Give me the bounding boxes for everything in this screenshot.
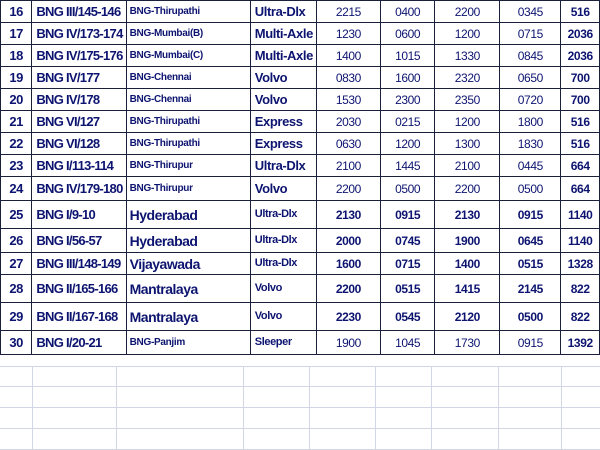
bus-type-cell[interactable]: Volvo: [250, 177, 316, 201]
bus-type-cell[interactable]: Multi-Axle: [250, 23, 316, 45]
destination-cell[interactable]: Mantralaya: [126, 275, 250, 303]
time-cell[interactable]: 1900: [316, 331, 380, 355]
route-code-cell[interactable]: BNG IV/179-180: [32, 177, 126, 201]
time-cell[interactable]: 2000: [316, 229, 380, 253]
row-number-cell[interactable]: 25: [1, 201, 32, 229]
row-number-cell[interactable]: 24: [1, 177, 32, 201]
time-cell[interactable]: 0720: [500, 89, 561, 111]
row-number-cell[interactable]: 27: [1, 253, 32, 275]
destination-cell[interactable]: BNG-Thirupathi: [126, 133, 250, 155]
gridline: [0, 428, 600, 429]
time-cell[interactable]: 2230: [316, 303, 380, 331]
fare-cell[interactable]: 700: [561, 89, 600, 111]
destination-cell[interactable]: Vijayawada: [126, 253, 250, 275]
route-code-cell[interactable]: BNG II/165-166: [32, 275, 126, 303]
row-number-cell[interactable]: 18: [1, 45, 32, 67]
route-code-cell[interactable]: BNG IV/178: [32, 89, 126, 111]
fare-cell[interactable]: 664: [561, 177, 600, 201]
destination-cell[interactable]: BNG-Mumbai(B): [126, 23, 250, 45]
fare-cell[interactable]: 822: [561, 275, 600, 303]
time-cell[interactable]: 1200: [380, 133, 435, 155]
time-cell[interactable]: 0515: [380, 275, 435, 303]
time-cell[interactable]: 1200: [435, 111, 500, 133]
bus-type-cell[interactable]: Express: [250, 111, 316, 133]
fare-cell[interactable]: 516: [561, 111, 600, 133]
time-cell[interactable]: 0445: [500, 155, 561, 177]
table-row: [1, 303, 600, 331]
fare-cell[interactable]: 1392: [561, 331, 600, 355]
time-cell[interactable]: 0400: [380, 1, 435, 23]
route-code-cell[interactable]: BNG IV/177: [32, 67, 126, 89]
time-cell[interactable]: 0845: [500, 45, 561, 67]
route-code-cell[interactable]: BNG VI/127: [32, 111, 126, 133]
time-cell[interactable]: 1400: [435, 253, 500, 275]
fare-cell[interactable]: 2036: [561, 45, 600, 67]
bus-type-cell[interactable]: Volvo: [250, 303, 316, 331]
table-row: [1, 253, 600, 275]
bus-type-cell[interactable]: Ultra-Dlx: [250, 253, 316, 275]
table-row: [1, 111, 600, 133]
time-cell[interactable]: 2350: [435, 89, 500, 111]
table-row: [1, 23, 600, 45]
time-cell[interactable]: 0500: [500, 177, 561, 201]
time-cell[interactable]: 2200: [435, 177, 500, 201]
time-cell[interactable]: 1600: [380, 67, 435, 89]
row-number-cell[interactable]: 20: [1, 89, 32, 111]
bus-type-cell[interactable]: Volvo: [250, 275, 316, 303]
route-code-cell[interactable]: BNG IV/173-174: [32, 23, 126, 45]
time-cell[interactable]: 0650: [500, 67, 561, 89]
time-cell[interactable]: 2130: [316, 201, 380, 229]
destination-cell[interactable]: BNG-Thirupur: [126, 177, 250, 201]
bus-type-cell[interactable]: Multi-Axle: [250, 45, 316, 67]
time-cell[interactable]: 1530: [316, 89, 380, 111]
fare-cell[interactable]: 1328: [561, 253, 600, 275]
time-cell[interactable]: 1415: [435, 275, 500, 303]
table-row: [1, 1, 600, 23]
destination-cell[interactable]: Hyderabad: [126, 229, 250, 253]
fare-cell[interactable]: 664: [561, 155, 600, 177]
time-cell[interactable]: 1230: [316, 23, 380, 45]
time-cell[interactable]: 1300: [435, 133, 500, 155]
table-row: [1, 201, 600, 229]
table-row: [1, 133, 600, 155]
route-code-cell[interactable]: BNG III/148-149: [32, 253, 126, 275]
gridline: [498, 366, 499, 450]
time-cell[interactable]: 0915: [500, 201, 561, 229]
route-code-cell[interactable]: BNG I/20-21: [32, 331, 126, 355]
time-cell[interactable]: 0715: [380, 253, 435, 275]
route-code-cell[interactable]: BNG III/145-146: [32, 1, 126, 23]
time-cell[interactable]: 1600: [316, 253, 380, 275]
row-number-cell[interactable]: 30: [1, 331, 32, 355]
time-cell[interactable]: 0630: [316, 133, 380, 155]
route-code-cell[interactable]: BNG IV/175-176: [32, 45, 126, 67]
row-number-cell[interactable]: 22: [1, 133, 32, 155]
route-code-cell[interactable]: BNG I/9-10: [32, 201, 126, 229]
time-cell[interactable]: 1830: [500, 133, 561, 155]
time-cell[interactable]: 0915: [500, 331, 561, 355]
table-row: [1, 275, 600, 303]
time-cell[interactable]: 0645: [500, 229, 561, 253]
time-cell[interactable]: 2215: [316, 1, 380, 23]
destination-cell[interactable]: Mantralaya: [126, 303, 250, 331]
destination-cell[interactable]: BNG-Mumbai(C): [126, 45, 250, 67]
time-cell[interactable]: 2100: [316, 155, 380, 177]
table-row: [1, 67, 600, 89]
gridline: [0, 386, 600, 387]
time-cell[interactable]: 1330: [435, 45, 500, 67]
fare-cell[interactable]: 1140: [561, 229, 600, 253]
bus-type-cell[interactable]: Ultra-Dlx: [250, 229, 316, 253]
time-cell[interactable]: 0345: [500, 1, 561, 23]
row-number-cell[interactable]: 17: [1, 23, 32, 45]
bus-type-cell[interactable]: Volvo: [250, 67, 316, 89]
time-cell[interactable]: 0545: [380, 303, 435, 331]
bus-type-cell[interactable]: Volvo: [250, 89, 316, 111]
time-cell[interactable]: 2130: [435, 201, 500, 229]
bus-type-cell[interactable]: Ultra-Dlx: [250, 155, 316, 177]
time-cell[interactable]: 1900: [435, 229, 500, 253]
row-number-cell[interactable]: 19: [1, 67, 32, 89]
table-row: [1, 331, 600, 355]
gridline: [309, 366, 310, 450]
time-cell[interactable]: 0745: [380, 229, 435, 253]
time-cell[interactable]: 1800: [500, 111, 561, 133]
table-row: [1, 89, 600, 111]
time-cell[interactable]: 1730: [435, 331, 500, 355]
row-number-cell[interactable]: 23: [1, 155, 32, 177]
time-cell[interactable]: 0215: [380, 111, 435, 133]
time-cell[interactable]: 2145: [500, 275, 561, 303]
fare-cell[interactable]: 1140: [561, 201, 600, 229]
time-cell[interactable]: 1400: [316, 45, 380, 67]
destination-cell[interactable]: BNG-Thirupathi: [126, 111, 250, 133]
table-body: [1, 1, 600, 355]
row-number-cell[interactable]: 16: [1, 1, 32, 23]
time-cell[interactable]: 1445: [380, 155, 435, 177]
time-cell[interactable]: 2030: [316, 111, 380, 133]
time-cell[interactable]: 0830: [316, 67, 380, 89]
bus-type-cell[interactable]: Sleeper: [250, 331, 316, 355]
time-cell[interactable]: 0600: [380, 23, 435, 45]
bus-type-cell[interactable]: Ultra-Dlx: [250, 201, 316, 229]
table-row: [1, 45, 600, 67]
time-cell[interactable]: 2300: [380, 89, 435, 111]
time-cell[interactable]: 2100: [435, 155, 500, 177]
time-cell[interactable]: 2200: [316, 177, 380, 201]
gridline: [0, 366, 600, 367]
route-code-cell[interactable]: BNG II/167-168: [32, 303, 126, 331]
row-number-cell[interactable]: 28: [1, 275, 32, 303]
destination-cell[interactable]: BNG-Chennai: [126, 89, 250, 111]
gridline: [116, 366, 117, 450]
time-cell[interactable]: 1200: [435, 23, 500, 45]
fare-cell[interactable]: 2036: [561, 23, 600, 45]
time-cell[interactable]: 0715: [500, 23, 561, 45]
fare-cell[interactable]: 700: [561, 67, 600, 89]
gridline: [32, 366, 33, 450]
time-cell[interactable]: 1045: [380, 331, 435, 355]
fare-cell[interactable]: 516: [561, 133, 600, 155]
destination-cell[interactable]: Hyderabad: [126, 201, 250, 229]
destination-cell[interactable]: BNG-Thirupathi: [126, 1, 250, 23]
destination-cell[interactable]: BNG-Chennai: [126, 67, 250, 89]
gridline: [375, 366, 376, 450]
time-cell[interactable]: 0500: [380, 177, 435, 201]
bus-type-cell[interactable]: Ultra-Dlx: [250, 1, 316, 23]
time-cell[interactable]: 0515: [500, 253, 561, 275]
route-code-cell[interactable]: BNG VI/128: [32, 133, 126, 155]
gridline: [243, 366, 244, 450]
row-number-cell[interactable]: 21: [1, 111, 32, 133]
bus-type-cell[interactable]: Express: [250, 133, 316, 155]
gridline: [561, 366, 562, 450]
empty-grid-area: [0, 366, 600, 450]
table-row: [1, 155, 600, 177]
time-cell[interactable]: 0915: [380, 201, 435, 229]
destination-cell[interactable]: BNG-Thirupur: [126, 155, 250, 177]
destination-cell[interactable]: BNG-Panjim: [126, 331, 250, 355]
route-code-cell[interactable]: BNG I/113-114: [32, 155, 126, 177]
time-cell[interactable]: 0500: [500, 303, 561, 331]
gridline: [431, 366, 432, 450]
time-cell[interactable]: 2200: [316, 275, 380, 303]
row-number-cell[interactable]: 26: [1, 229, 32, 253]
gridline: [0, 407, 600, 408]
row-number-cell[interactable]: 29: [1, 303, 32, 331]
time-cell[interactable]: 2120: [435, 303, 500, 331]
table-row: [1, 229, 600, 253]
time-cell[interactable]: 1015: [380, 45, 435, 67]
fare-cell[interactable]: 822: [561, 303, 600, 331]
route-code-cell[interactable]: BNG I/56-57: [32, 229, 126, 253]
fare-cell[interactable]: 516: [561, 1, 600, 23]
time-cell[interactable]: 2320: [435, 67, 500, 89]
table-row: [1, 177, 600, 201]
time-cell[interactable]: 2200: [435, 1, 500, 23]
